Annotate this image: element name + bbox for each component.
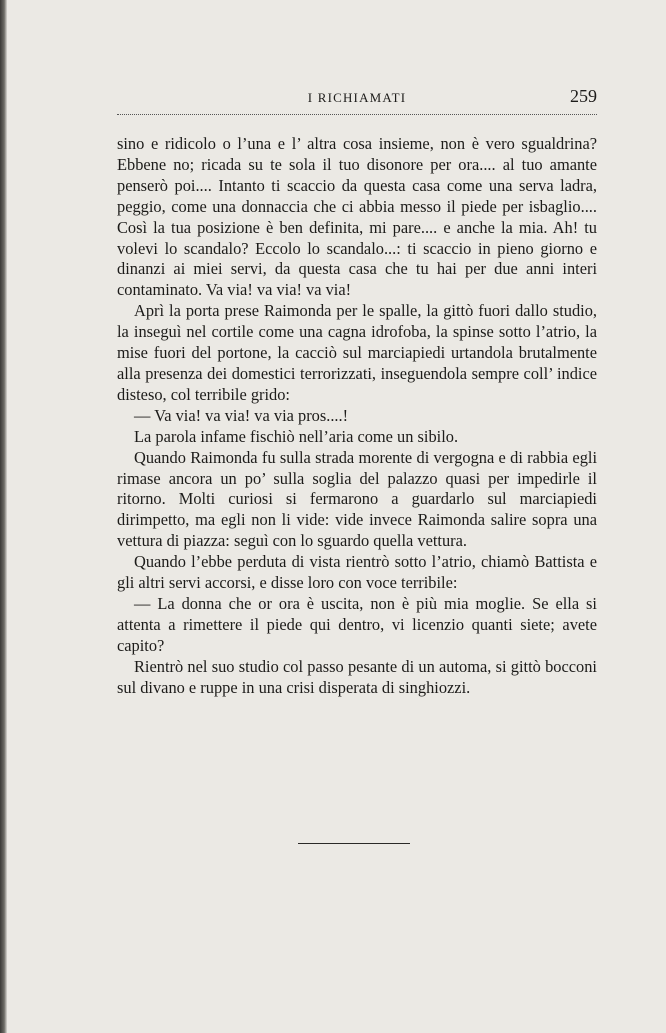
paragraph-8: Rientrò nel suo studio col passo pesante di un automa, si gittò bocconi sul divano e ruppe in una crisi disperata di singhiozzi. [117,656,597,697]
body-text [117,134,597,698]
paragraph-5: Quando Raimonda fu sulla strada morente di vergogna e di rabbia egli rimase ancora un po’ sulla soglia del palazzo quasi per impedirle il ritorno. Molti curiosi si fermarono a guardarlo sul marciapiedi dirimpetto, ma egli non li vide: vide invece Raimonda salire sopra una vettura di piazza: seguì con lo sguardo quella vettura. [117,447,597,551]
paragraph-1: sino e ridicolo o l’una e l’ altra cosa insieme, non è vero sgualdrina? Ebbene no; ricada su te sola il tuo disonore per ora.... al tuo amante penserò poi.... Intanto ti scaccio da questa casa come una serva ladra, peggio, come una donnaccia che ci abbia messo il piede per isbaglio.... Così la tua posizione è ben definita, mi pare.... e anche la mia. Ah! tu volevi lo scandalo? Eccolo lo scandalo...: ti scaccio in pieno giorno e dinanzi ai miei servi, da questa casa che tu hai per due anni interi contaminato. Va via! va via! va via! [117,134,597,300]
paragraph-6: Quando l’ebbe perduta di vista rientrò sotto l’atrio, chiamò Battista e gli altri servi accorsi, e disse loro con voce terribile: [117,552,597,593]
header-rule [117,114,597,115]
page-header [117,86,597,114]
running-title: I RICHIAMATI [307,90,407,105]
paragraph-7: — La donna che or ora è uscita, non è più mia moglie. Se ella si attenta a rimettere il piede qui dentro, vi licenzio quanti siete; avete capito? [117,593,597,655]
page-number: 259 [570,86,597,106]
paragraph-3: — Va via! va via! va via pros....! [134,405,349,425]
paragraph-4: La parola infame fischiò nell’aria come un sibilo. [134,426,459,446]
page-edge-shadow [0,0,7,1033]
paragraph-2: Aprì la porta prese Raimonda per le spalle, la gittò fuori dallo studio, la inseguì nel cortile come una cagna idrofoba, la spinse sotto l’atrio, la mise fuori del portone, la cacciò sul marciapiedi urtandola brutalmente alla presenza dei domestici terrorizzati, inseguendola sempre coll’ indice disteso, col terribile grido: [117,301,597,404]
closing-rule [298,843,410,844]
